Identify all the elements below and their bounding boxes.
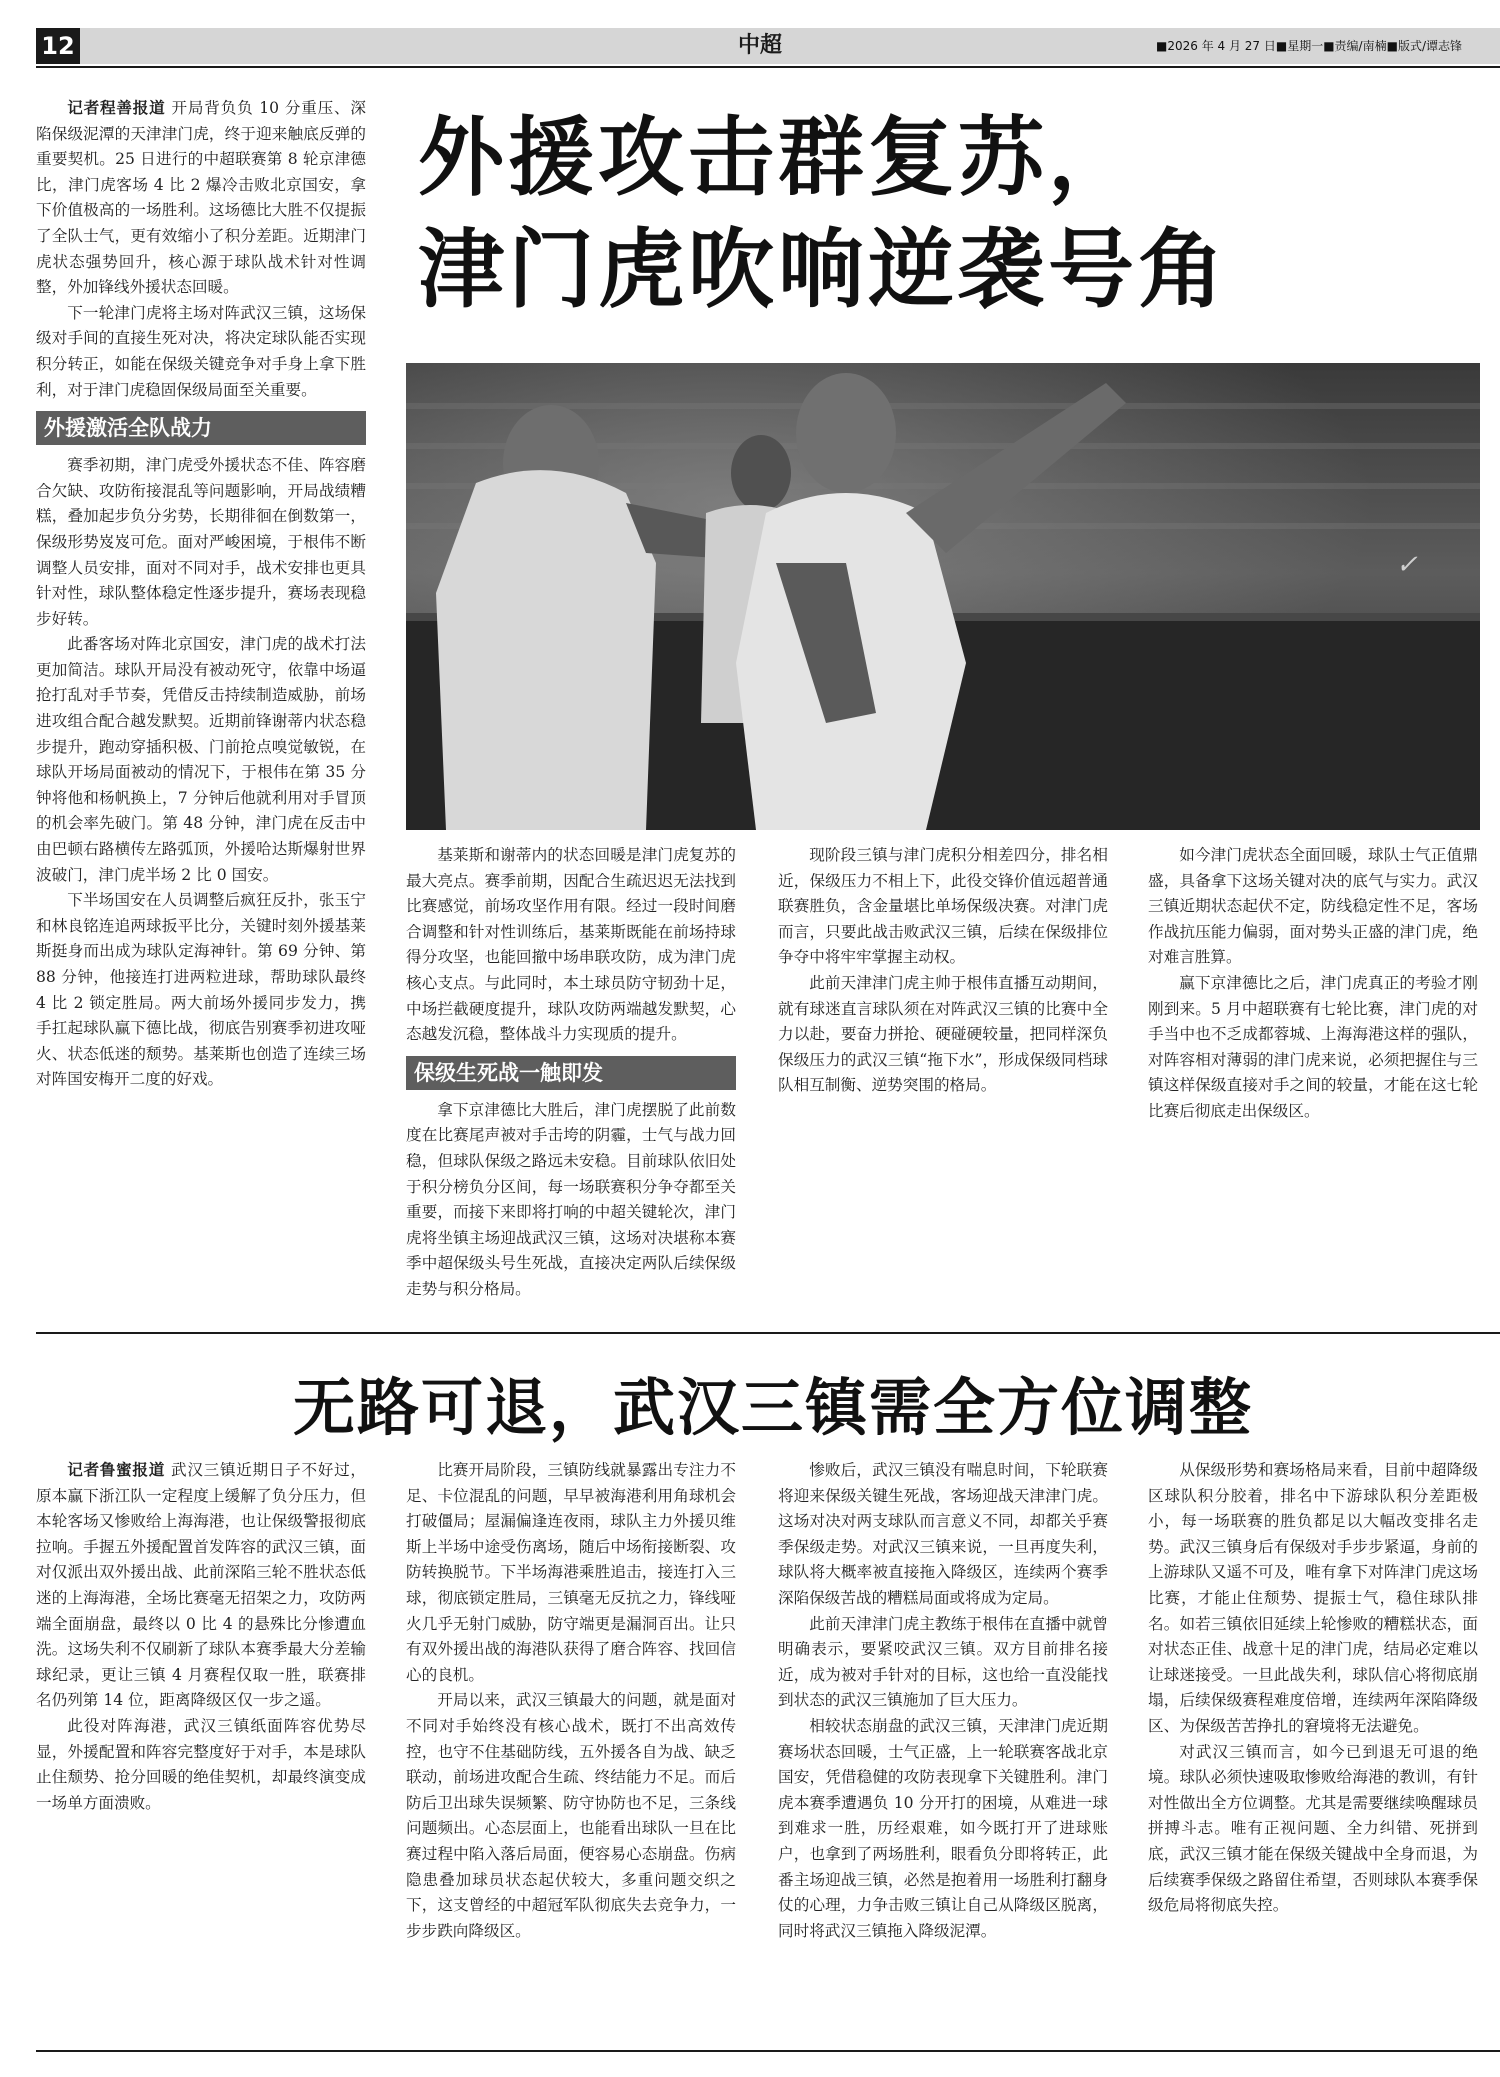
page-number: 12 — [36, 28, 80, 64]
section-name: 中超 — [737, 33, 782, 58]
article1-column-2 — [406, 843, 736, 1316]
article2-column-2 — [406, 1458, 736, 2040]
article1-paragraph-10: 如今津门虎状态全面回暖，球队士气正值鼎盛，具备拿下这场关键对决的底气与实力。武汉三镇近期状态起伏不定，防线稳定性不足，客场作战抗压能力偏弱，面对势头正盛的津门虎，绝对难言胜算。 — [1148, 846, 1478, 967]
celebration-photo — [406, 363, 1480, 830]
dateline: ■2026 年 4 月 27 日■星期一■责编/南楠■版式/谭志锋 — [1156, 39, 1462, 53]
article2-column-3 — [778, 1458, 1108, 2040]
article1-headline-line1: 外援攻击群复苏， — [418, 108, 1138, 208]
article-divider — [36, 1332, 1500, 1334]
article2-paragraph-7: 相较状态崩盘的武汉三镇，天津津门虎近期赛场状态回暖，士气正盛，上一轮联赛客战北京国安，凭借稳健的攻防表现拿下关键胜利。津门虎本赛季遭遇负 10 分开打的困境，从难进一球到难求一胜，历经艰难，如今既打开了进球账户，也拿到了两场胜利，眼看负分即将转正，此番主场迎战三镇，必然是抱着用一场胜利打翻身仗的心理，力争击败三镇让自己从降级区脱离，同时将武汉三镇拖入降级泥潭。 — [778, 1716, 1108, 1940]
article1-paragraph-4: 此番客场对阵北京国安，津门虎的战术打法更加简洁。球队开局没有被动死守，依靠中场逼抢打乱对手节奏，凭借反击持续制造威胁，前场进攻组合配合越发默契。近期前锋谢蒂内状态稳步提升，跑动穿插积极、门前抢点嗅觉敏锐，在球队开场局面被动的情况下，于根伟在第 35 分钟将他和杨帆换上，7 分钟后他就利用对手冒顶的机会率先破门。第 48 分钟，津门虎在反击中由巴顿右路横传左路弧顶，外援哈达斯爆射世界波破门，津门虎半场 2 比 0 国安。 — [36, 635, 366, 884]
article2-paragraph-2: 此役对阵海港，武汉三镇纸面阵容优势尽显，外援配置和阵容完整度好于对手，本是球队止住颓势、抢分回暖的绝佳契机，却最终演变成一场单方面溃败。 — [36, 1716, 366, 1812]
article2-paragraph-8: 从保级形势和赛场格局来看，目前中超降级区球队积分胶着，排名中下游球队积分差距极小，每一场联赛的胜负都足以大幅改变排名走势。武汉三镇身后有保级对手步步紧逼，身前的上游球队又遥不可及，唯有拿下对阵津门虎这场比赛，才能止住颓势、提振士气，稳住球队排名。如若三镇依旧延续上轮惨败的糟糕状态，面对状态正佳、战意十足的津门虎，结局必定难以让球迷接受。一旦此战失利，球队信心将彻底崩塌，后续保级赛程难度倍增，连续两年深陷降级区、为保级苦苦挣扎的窘境将无法避免。 — [1148, 1461, 1478, 1735]
article1-headline-line2: 津门虎吹响逆袭号角 — [418, 220, 1228, 320]
footer-rule — [36, 2050, 1500, 2052]
article1-subhead-2: 保级生死战一触即发 — [406, 1056, 736, 1090]
article1-paragraph-5: 下半场国安在人员调整后疯狂反扑，张玉宁和林良铭连追两球扳平比分，关键时刻外援基莱斯挺身而出成为球队定海神针。第 69 分钟、第 88 分钟，他接连打进两粒进球，帮助球队最终 4 比 2 锁定胜局。两大前场外援同步发力，携手扛起球队赢下德比战，彻底告别赛季初进攻哑火、状态低迷的颓势。基莱斯也创造了连续三场对阵国安梅开二度的好戏。 — [36, 891, 366, 1089]
article1-column-1 — [36, 96, 366, 1316]
article2-column-4 — [1148, 1458, 1478, 2040]
article2-paragraph-4: 开局以来，武汉三镇最大的问题，就是面对不同对手始终没有核心战术，既打不出高效传控，也守不住基础防线，五外援各自为战、缺乏联动，前场进攻配合生疏、终结能力不足。而后防后卫出球失误频繁、防守协防也不足，三条线问题频出。心态层面上，也能看出球队一旦在比赛过程中陷入落后局面，便容易心态崩盘。伤病隐患叠加球员状态起伏较大，多重问题交织之下，这支曾经的中超冠军队彻底失去竞争力，一步步跌向降级区。 — [406, 1691, 736, 1940]
article1-subhead-1: 外援激活全队战力 — [36, 411, 366, 445]
article2-paragraph-1: 武汉三镇近期日子不好过，原本赢下浙江队一定程度上缓解了负分压力，但本轮客场又惨败给上海海港，也让保级警报彻底拉响。手握五外援配置首发阵容的武汉三镇，面对仅派出双外援出战、此前深陷三轮不胜状态低迷的上海海港，全场比赛毫无招架之力，攻防两端全面崩盘，最终以 0 比 4 的悬殊比分惨遭血洗。这场失利不仅刷新了球队本赛季最大分差输球纪录，更让三镇 4 月赛程仅取一胜，联赛排名仍列第 14 位，距离降级区仅一步之遥。 — [36, 1461, 366, 1710]
article2-paragraph-3: 比赛开局阶段，三镇防线就暴露出专注力不足、卡位混乱的问题，早早被海港利用角球机会打破僵局；屋漏偏逢连夜雨，球队主力外援贝维斯上半场中途受伤离场，随后中场衔接断裂、攻防转换脱节。下半场海港乘胜追击，接连打入三球，彻底锁定胜局，三镇毫无反抗之力，锋线哑火几乎无射门威胁，防守端更是漏洞百出。让只有双外援出战的海港队获得了磨合阵容、找回信心的良机。 — [406, 1461, 736, 1684]
article1-paragraph-9: 此前天津津门虎主帅于根伟直播互动期间，就有球迷直言球队须在对阵武汉三镇的比赛中全力以赴，要奋力拼抢、硬碰硬较量，把同样深负保级压力的武汉三镇“拖下水”，形成保级同档球队相互制衡、逆势突围的格局。 — [778, 973, 1108, 1095]
article2-paragraph-6: 此前天津津门虎主教练于根伟在直播中就曾明确表示，要紧咬武汉三镇。双方目前排名接近，成为被对手针对的目标，这也给一直没能找到状态的武汉三镇施加了巨大压力。 — [778, 1614, 1108, 1710]
article2-headline: 无路可退，武汉三镇需全方位调整 — [292, 1371, 1253, 1444]
article1-column-4 — [1148, 843, 1478, 1316]
article1-paragraph-1: 开局背负负 10 分重压、深陷保级泥潭的天津津门虎，终于迎来触底反弹的重要契机。25 日进行的中超联赛第 8 轮京津德比，津门虎客场 4 比 2 爆冷击败北京国安，拿下价值极高的一场胜利。这场德比大胜不仅提振了全队士气，更有效缩小了积分差距。近期津门虎状态强势回升，核心源于球队战术针对性调整，外加锋线外援状态回暖。 — [36, 99, 366, 297]
article1-paragraph-3: 赛季初期，津门虎受外援状态不佳、阵容磨合欠缺、攻防衔接混乱等问题影响，开局战绩糟糕，叠加起步负分劣势，长期徘徊在倒数第一，保级形势岌岌可危。面对严峻困境，于根伟不断调整人员安排，面对不同对手，战术安排也更具针对性，球队整体稳定性逐步提升，赛场表现稳步好转。 — [36, 456, 366, 628]
article1-paragraph-6: 基莱斯和谢蒂内的状态回暖是津门虎复苏的最大亮点。赛季前期，因配合生疏迟迟无法找到比赛感觉，前场攻坚作用有限。经过一段时间磨合调整和针对性训练后，基莱斯既能在前场持球得分攻坚，也能回撤中场串联攻防，成为津门虎核心支点。与此同时，本土球员防守韧劲十足，中场拦截硬度提升，球队攻防两端越发默契，心态越发沉稳，整体战斗力实现质的提升。 — [406, 846, 736, 1044]
article2-column-1 — [36, 1458, 366, 2040]
article2-paragraph-9: 对武汉三镇而言，如今已到退无可退的绝境。球队必须快速吸取惨败给海港的教训，有针对性做出全方位调整。尤其是需要继续唤醒球员拼搏斗志。唯有正视问题、全力纠错、死拼到底，武汉三镇才能在保级关键战中全身而退，为后续赛季保级之路留住希望，否则球队本赛季保级危局将彻底失控。 — [1148, 1742, 1478, 1915]
article1-paragraph-2: 下一轮津门虎将主场对阵武汉三镇，这场保级对手间的直接生死对决，将决定球队能否实现积分转正，如能在保级关键竞争对手身上拿下胜利，对于津门虎稳固保级局面至关重要。 — [36, 303, 366, 399]
article2-byline: 记者鲁蜜报道 — [67, 1461, 166, 1479]
article1-column-3 — [778, 843, 1108, 1316]
header-rule — [36, 66, 1500, 68]
article1-byline: 记者程善报道 — [67, 99, 166, 117]
article1-paragraph-8: 现阶段三镇与津门虎积分相差四分，排名相近，保级压力不相上下，此役交锋价值远超普通联赛胜负，含金量堪比单场保级决赛。对津门虎而言，只要此战击败武汉三镇，后续在保级排位争夺中将牢牢掌握主动权。 — [778, 846, 1108, 967]
article1-paragraph-7: 拿下京津德比大胜后，津门虎摆脱了此前数度在比赛尾声被对手击垮的阴霾，士气与战力回稳，但球队保级之路远未安稳。目前球队依旧处于积分榜负分区间，每一场联赛积分争夺都至关重要，而接下来即将打响的中超关键轮次，津门虎将坐镇主场迎战武汉三镇，这场对决堪称本赛季中超保级头号生死战，直接决定两队后续保级走势与积分格局。 — [406, 1100, 736, 1298]
svg-text:✓: ✓ — [1396, 549, 1418, 579]
article1-paragraph-11: 赢下京津德比之后，津门虎真正的考验才刚刚到来。5 月中超联赛有七轮比赛，津门虎的对手当中也不乏成都蓉城、上海海港这样的强队，对阵容相对薄弱的津门虎来说，必须把握住与三镇这样保级直接对手之间的较量，才能在这七轮比赛后彻底走出保级区。 — [1148, 973, 1478, 1120]
article2-paragraph-5: 惨败后，武汉三镇没有喘息时间，下轮联赛将迎来保级关键生死战，客场迎战天津津门虎。这场对决对两支球队而言意义不同，却都关乎赛季保级走势。对武汉三镇来说，一旦再度失利，球队将大概率被直接拖入降级区，连续两个赛季深陷保级苦战的糟糕局面或将成为定局。 — [778, 1461, 1108, 1607]
